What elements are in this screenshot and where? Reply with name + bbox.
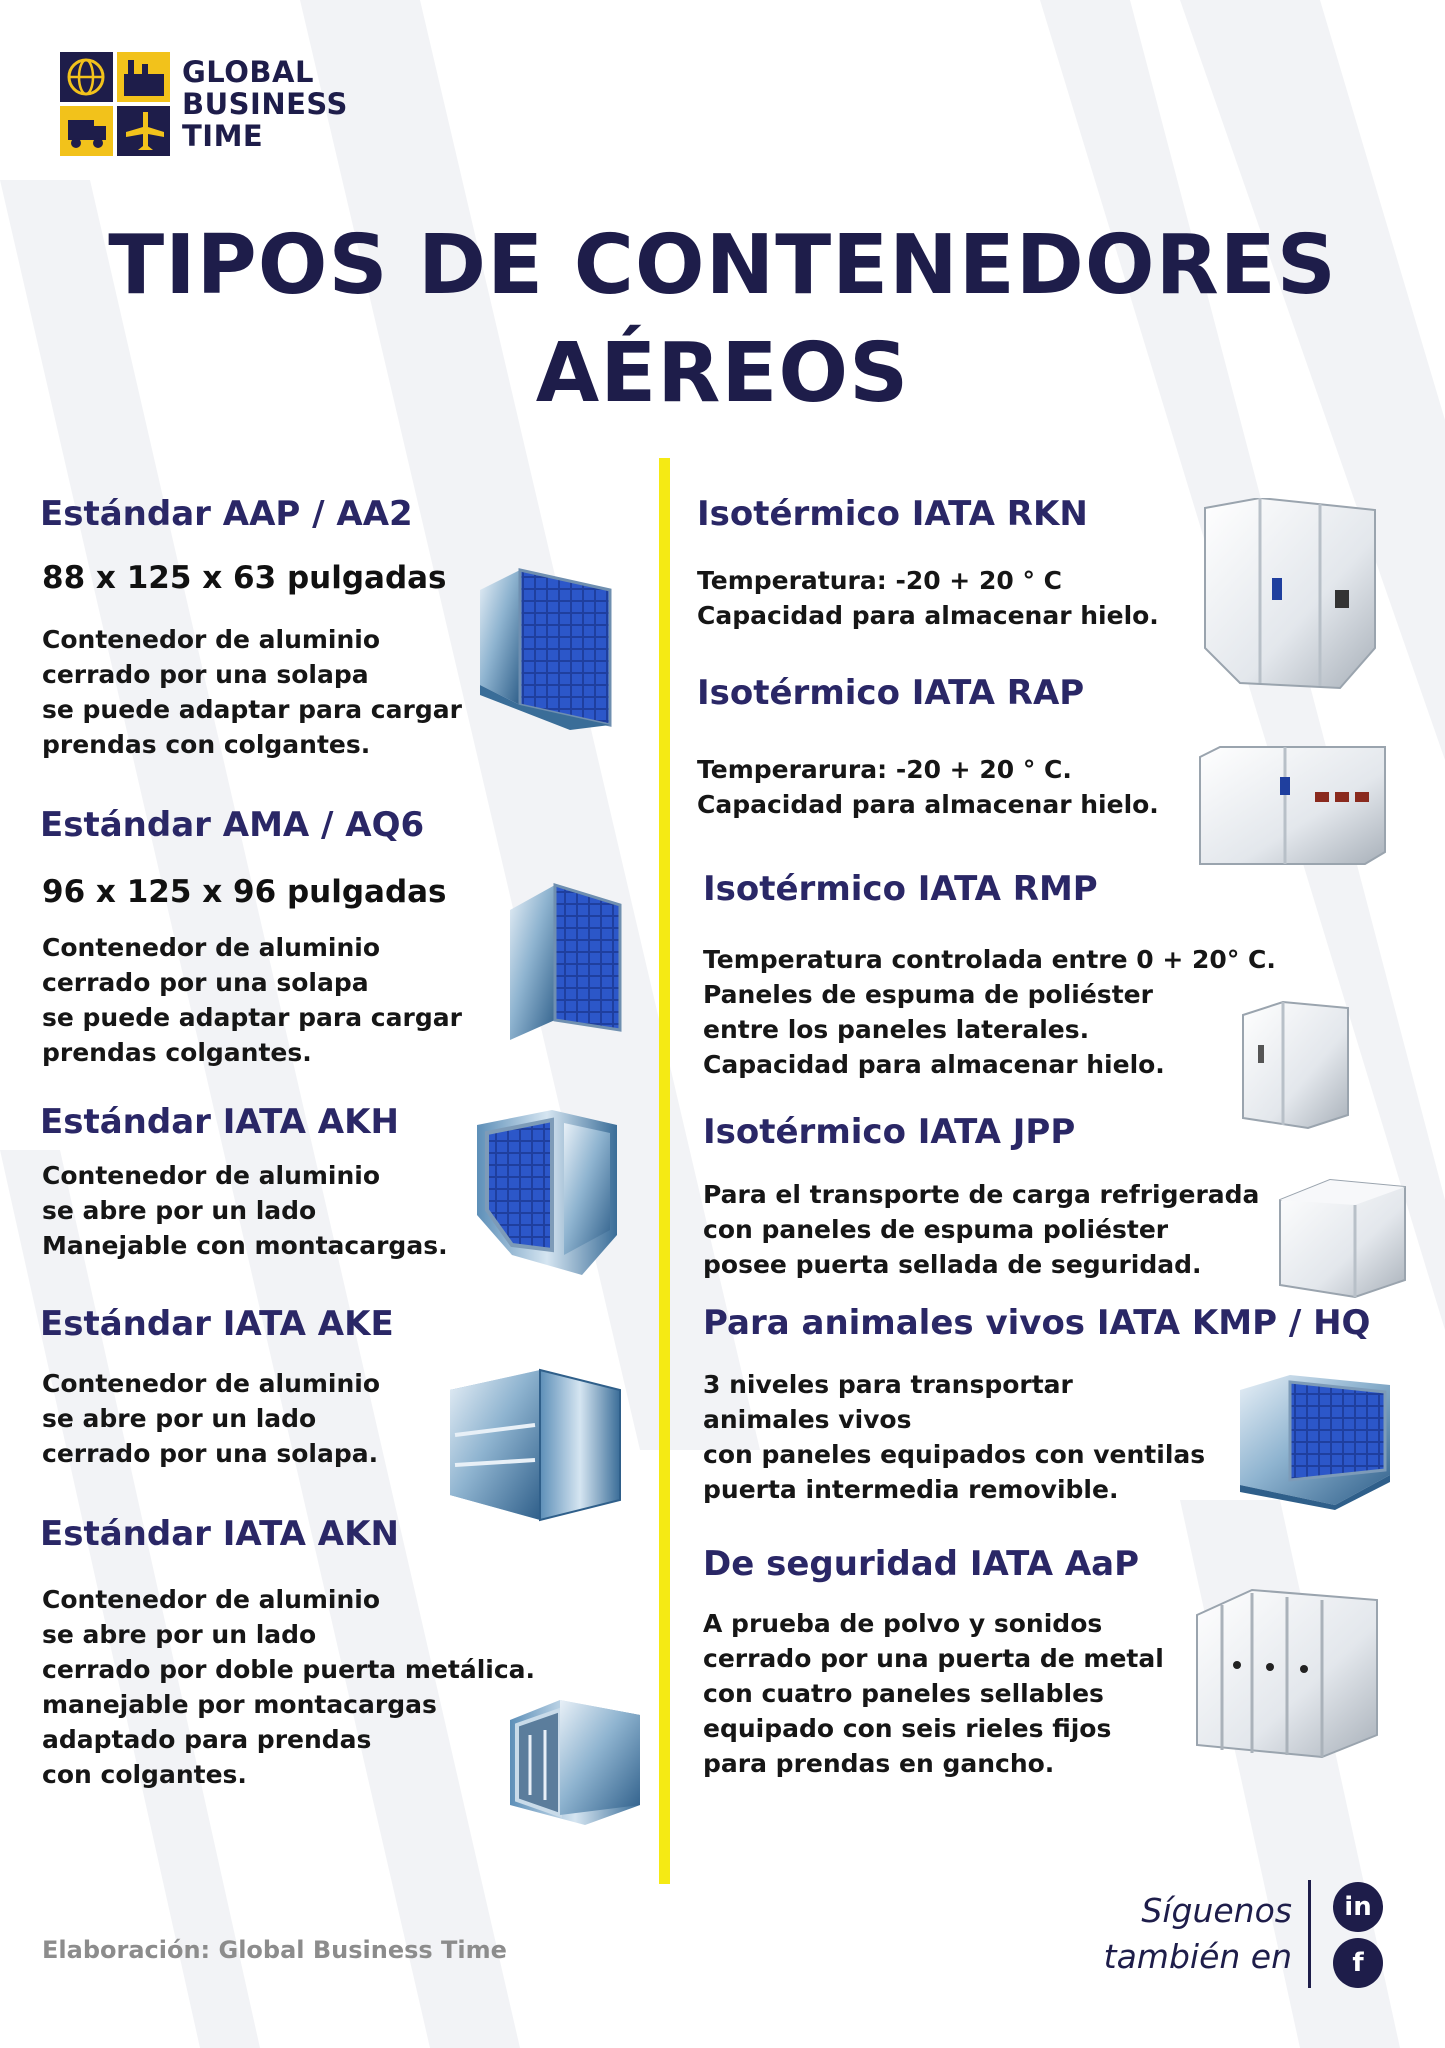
- desc-akh: Contenedor de aluminio se abre por un lado Manejable con montacargas.: [42, 1161, 448, 1260]
- container-kmp-hq-icon: [1235, 1370, 1395, 1510]
- brand-name: GLOBAL BUSINESS TIME: [182, 55, 348, 153]
- heading-aap-security: De seguridad IATA AaP: [703, 1544, 1140, 1584]
- container-ake-icon: [445, 1345, 625, 1525]
- container-akh-icon: [472, 1105, 622, 1280]
- desc-ama-aq6: Contenedor de aluminio cerrado por una solapa se puede adaptar para cargar prendas colgantes.: [42, 933, 462, 1067]
- heading-jpp: Isotérmico IATA JPP: [703, 1112, 1076, 1152]
- container-aap-security-icon: [1192, 1585, 1382, 1760]
- center-divider: [659, 458, 670, 1884]
- heading-aap-aa2: Estándar AAP / AA2: [40, 494, 413, 534]
- title-line-1: TIPOS DE CONTENEDORES: [108, 218, 1337, 313]
- container-aap-aa2-icon: [475, 565, 615, 730]
- desc-aap-aa2: Contenedor de aluminio cerrado por una solapa se puede adaptar para cargar prendas con colgantes.: [42, 625, 462, 759]
- footer-credit: Elaboración: Global Business Time: [42, 1936, 507, 1964]
- desc-rap: Temperarura: -20 + 20 ° C. Capacidad para almacenar hielo.: [697, 755, 1159, 819]
- dims-aap-aa2: 88 x 125 x 63 pulgadas: [42, 560, 447, 596]
- heading-ake: Estándar IATA AKE: [40, 1304, 394, 1344]
- title-line-2: AÉREOS: [535, 326, 910, 421]
- container-rmp-icon: [1238, 1000, 1353, 1130]
- heading-akn: Estándar IATA AKN: [40, 1514, 399, 1554]
- heading-rkn: Isotérmico IATA RKN: [697, 494, 1088, 534]
- container-rap-icon: [1195, 742, 1390, 867]
- desc-jpp: Para el transporte de carga refrigerada con paneles de espuma poliéster posee puerta sellada de seguridad.: [703, 1180, 1260, 1279]
- container-jpp-icon: [1275, 1175, 1410, 1300]
- desc-rkn: Temperatura: -20 + 20 ° C Capacidad para almacenar hielo.: [697, 566, 1159, 630]
- brand-logo-icon: [60, 52, 170, 156]
- page-title: [0, 212, 1445, 428]
- heading-ama-aq6: Estándar AMA / AQ6: [40, 805, 425, 845]
- container-akn-icon: [505, 1695, 645, 1830]
- heading-akh: Estándar IATA AKH: [40, 1102, 399, 1142]
- heading-kmp-hq: Para animales vivos IATA KMP / HQ: [703, 1303, 1371, 1343]
- facebook-icon[interactable]: f: [1333, 1938, 1383, 1988]
- heading-rmp: Isotérmico IATA RMP: [703, 869, 1098, 909]
- container-ama-aq6-icon: [505, 880, 625, 1045]
- linkedin-icon[interactable]: in: [1333, 1882, 1383, 1932]
- desc-ake: Contenedor de aluminio se abre por un lado cerrado por una solapa.: [42, 1369, 381, 1468]
- desc-akn: Contenedor de aluminio se abre por un lado cerrado por doble puerta metálica. manejable por montacargas adaptado para prendas con colgantes.: [42, 1585, 536, 1789]
- desc-kmp-hq: 3 niveles para transportar animales vivos con paneles equipados con ventilas puerta intermedia removible.: [703, 1370, 1206, 1504]
- heading-rap: Isotérmico IATA RAP: [697, 673, 1085, 713]
- dims-ama-aq6: 96 x 125 x 96 pulgadas: [42, 874, 447, 910]
- desc-rmp: Temperatura controlada entre 0 + 20° C. Paneles de espuma de poliéster entre los paneles laterales. Capacidad para almacenar hielo.: [703, 945, 1276, 1079]
- desc-aap-security: A prueba de polvo y sonidos cerrado por una puerta de metal con cuatro paneles sellables equipado con seis rieles fijos para prendas en gancho.: [703, 1609, 1164, 1778]
- container-rkn-icon: [1200, 498, 1380, 693]
- follow-text: Síguenos también en: [1103, 1891, 1292, 1976]
- footer-divider: [1308, 1880, 1311, 1988]
